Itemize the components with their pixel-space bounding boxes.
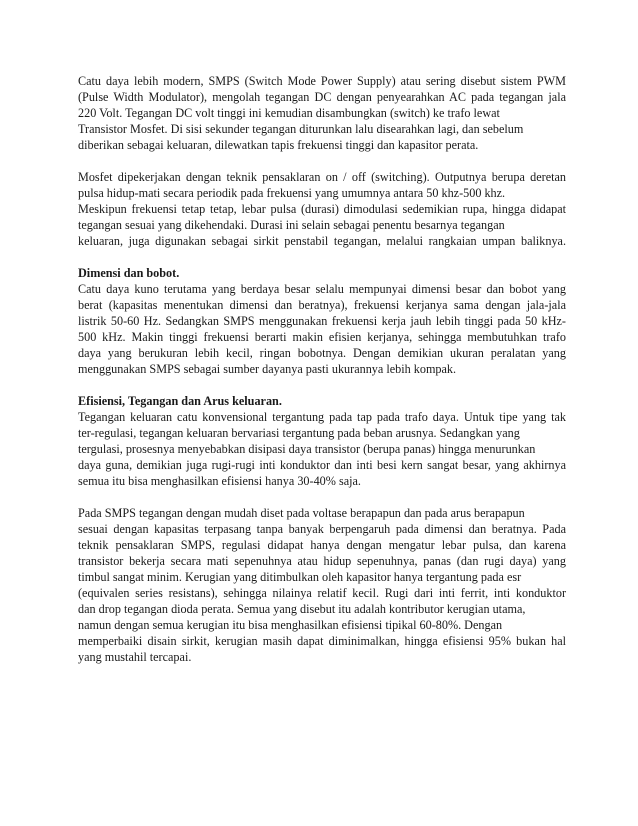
text-line: Mosfet dipekerjakan dengan teknik pensaklaran on / off (switching). Outputnya berupa deretan bbox=[78, 170, 566, 184]
text-line: daya yang berukuran lebih kecil, ringan bobotnya. Dengan demikian ukuran peralatan yang bbox=[78, 346, 566, 360]
text-line: tergulasi, prosesnya menyebabkan disipasi daya transistor (berupa panas) hingga menurunkan bbox=[78, 442, 536, 456]
text-line: tegangan sesuai yang dikehendaki. Durasi ini selain sebagai penentu besarnya tegangan bbox=[78, 218, 505, 232]
section-heading: Efisiensi, Tegangan dan Arus keluaran. bbox=[78, 394, 282, 408]
document-body bbox=[78, 73, 566, 681]
text-line: dan drop tegangan dioda perata. Semua yang disebut itu adalah kontributor kerugian utama, bbox=[78, 602, 526, 616]
text-line: Catu daya kuno terutama yang berdaya besar selalu mempunyai dimensi besar dan bobot yang bbox=[78, 282, 566, 296]
text-line: keluaran, juga digunakan sebagai sirkit penstabil tegangan, melalui rangkaian umpan baliknya. bbox=[78, 234, 566, 248]
text-line: ter-regulasi, tegangan keluaran bervariasi tergantung pada beban arusnya. Sedangkan yang bbox=[78, 426, 520, 440]
text-line: daya guna, demikian juga rugi-rugi inti konduktor dan inti besi kern sangat besar, yang akhirnya bbox=[78, 458, 566, 472]
text-line: timbul sangat minim. Kerugian yang ditimbulkan oleh kapasitor hanya tergantung pada esr bbox=[78, 570, 522, 584]
text-line: Pada SMPS tegangan dengan mudah diset pada voltase berapapun dan pada arus berapapun bbox=[78, 506, 525, 520]
text-line: Tegangan keluaran catu konvensional tergantung pada tap pada trafo daya. Untuk tipe yang tak bbox=[78, 410, 566, 424]
text-line: Catu daya lebih modern, SMPS (Switch Mode Power Supply) atau sering disebut sistem PWM bbox=[78, 74, 566, 88]
text-line: 220 Volt. Tegangan DC volt tinggi ini kemudian disambungkan (switch) ke trafo lewat bbox=[78, 106, 500, 120]
text-line: listrik 50-60 Hz. Sedangkan SMPS menggunakan frekuensi kerja jauh lebih tinggi pada 50 kHz- bbox=[78, 314, 566, 328]
text-line: semua itu bisa menghasilkan efisiensi hanya 30-40% saja. bbox=[78, 474, 361, 488]
text-line: transistor bekerja secara mati sepenuhnya atau hidup sepenuhnya, panas (dan rugi daya) yang bbox=[78, 554, 566, 568]
section-efisiensi bbox=[78, 393, 566, 489]
text-line: pulsa hidup-mati secara periodik pada frekuensi yang umumnya antara 50 khz-500 khz. bbox=[78, 186, 506, 200]
text-line: (Pulse Width Modulator), mengolah tegangan DC dengan penyearahkan AC pada tegangan jala bbox=[78, 90, 566, 104]
text-line: menggunakan SMPS sebagai sumber dayanya pasti ukurannya lebih kompak. bbox=[78, 362, 457, 376]
text-line: diberikan sebagai keluaran, dilewatkan tapis frekuensi tinggi dan kapasitor perata. bbox=[78, 138, 479, 152]
text-line: sesuai dengan kapasitas terpasang tanpa banyak berpengaruh pada dimensi dan beratnya. Pada bbox=[78, 522, 566, 536]
text-line: memperbaiki disain sirkit, kerugian masih dapat diminimalkan, hingga efisiensi 95% bukan hal bbox=[78, 634, 566, 648]
paragraph-smps-regulation bbox=[78, 505, 566, 665]
text-line: 500 kHz. Makin tinggi frekuensi berarti makin efisien kerjanya, sehingga membutuhkan trafo bbox=[78, 330, 566, 344]
section-heading: Dimensi dan bobot. bbox=[78, 266, 180, 280]
text-line: yang mustahil tercapai. bbox=[78, 650, 192, 664]
paragraph-smps-intro bbox=[78, 73, 566, 153]
text-line: berat (kapasitas menentukan dimensi dan beratnya), frekuensi kerjanya sama dengan jala-jala bbox=[78, 298, 566, 312]
paragraph-mosfet-switching bbox=[78, 169, 566, 249]
section-dimensi-bobot bbox=[78, 265, 566, 377]
text-line: teknik pensaklaran SMPS, regulasi didapat hanya dengan mengatur lebar pulsa, dan karena bbox=[78, 538, 566, 552]
text-line: (equivalen series resistans), sehingga nilainya relatif kecil. Rugi dari inti ferrit, inti konduktor bbox=[78, 586, 566, 600]
text-line: Meskipun frekuensi tetap tetap, lebar pulsa (durasi) dimodulasi sedemikian rupa, hingga didapat bbox=[78, 202, 566, 216]
text-line: namun dengan semua kerugian itu bisa menghasilkan efisiensi tipikal 60-80%. Dengan bbox=[78, 618, 503, 632]
text-line: Transistor Mosfet. Di sisi sekunder tegangan diturunkan lalu disearahkan lagi, dan sebelum bbox=[78, 122, 524, 136]
